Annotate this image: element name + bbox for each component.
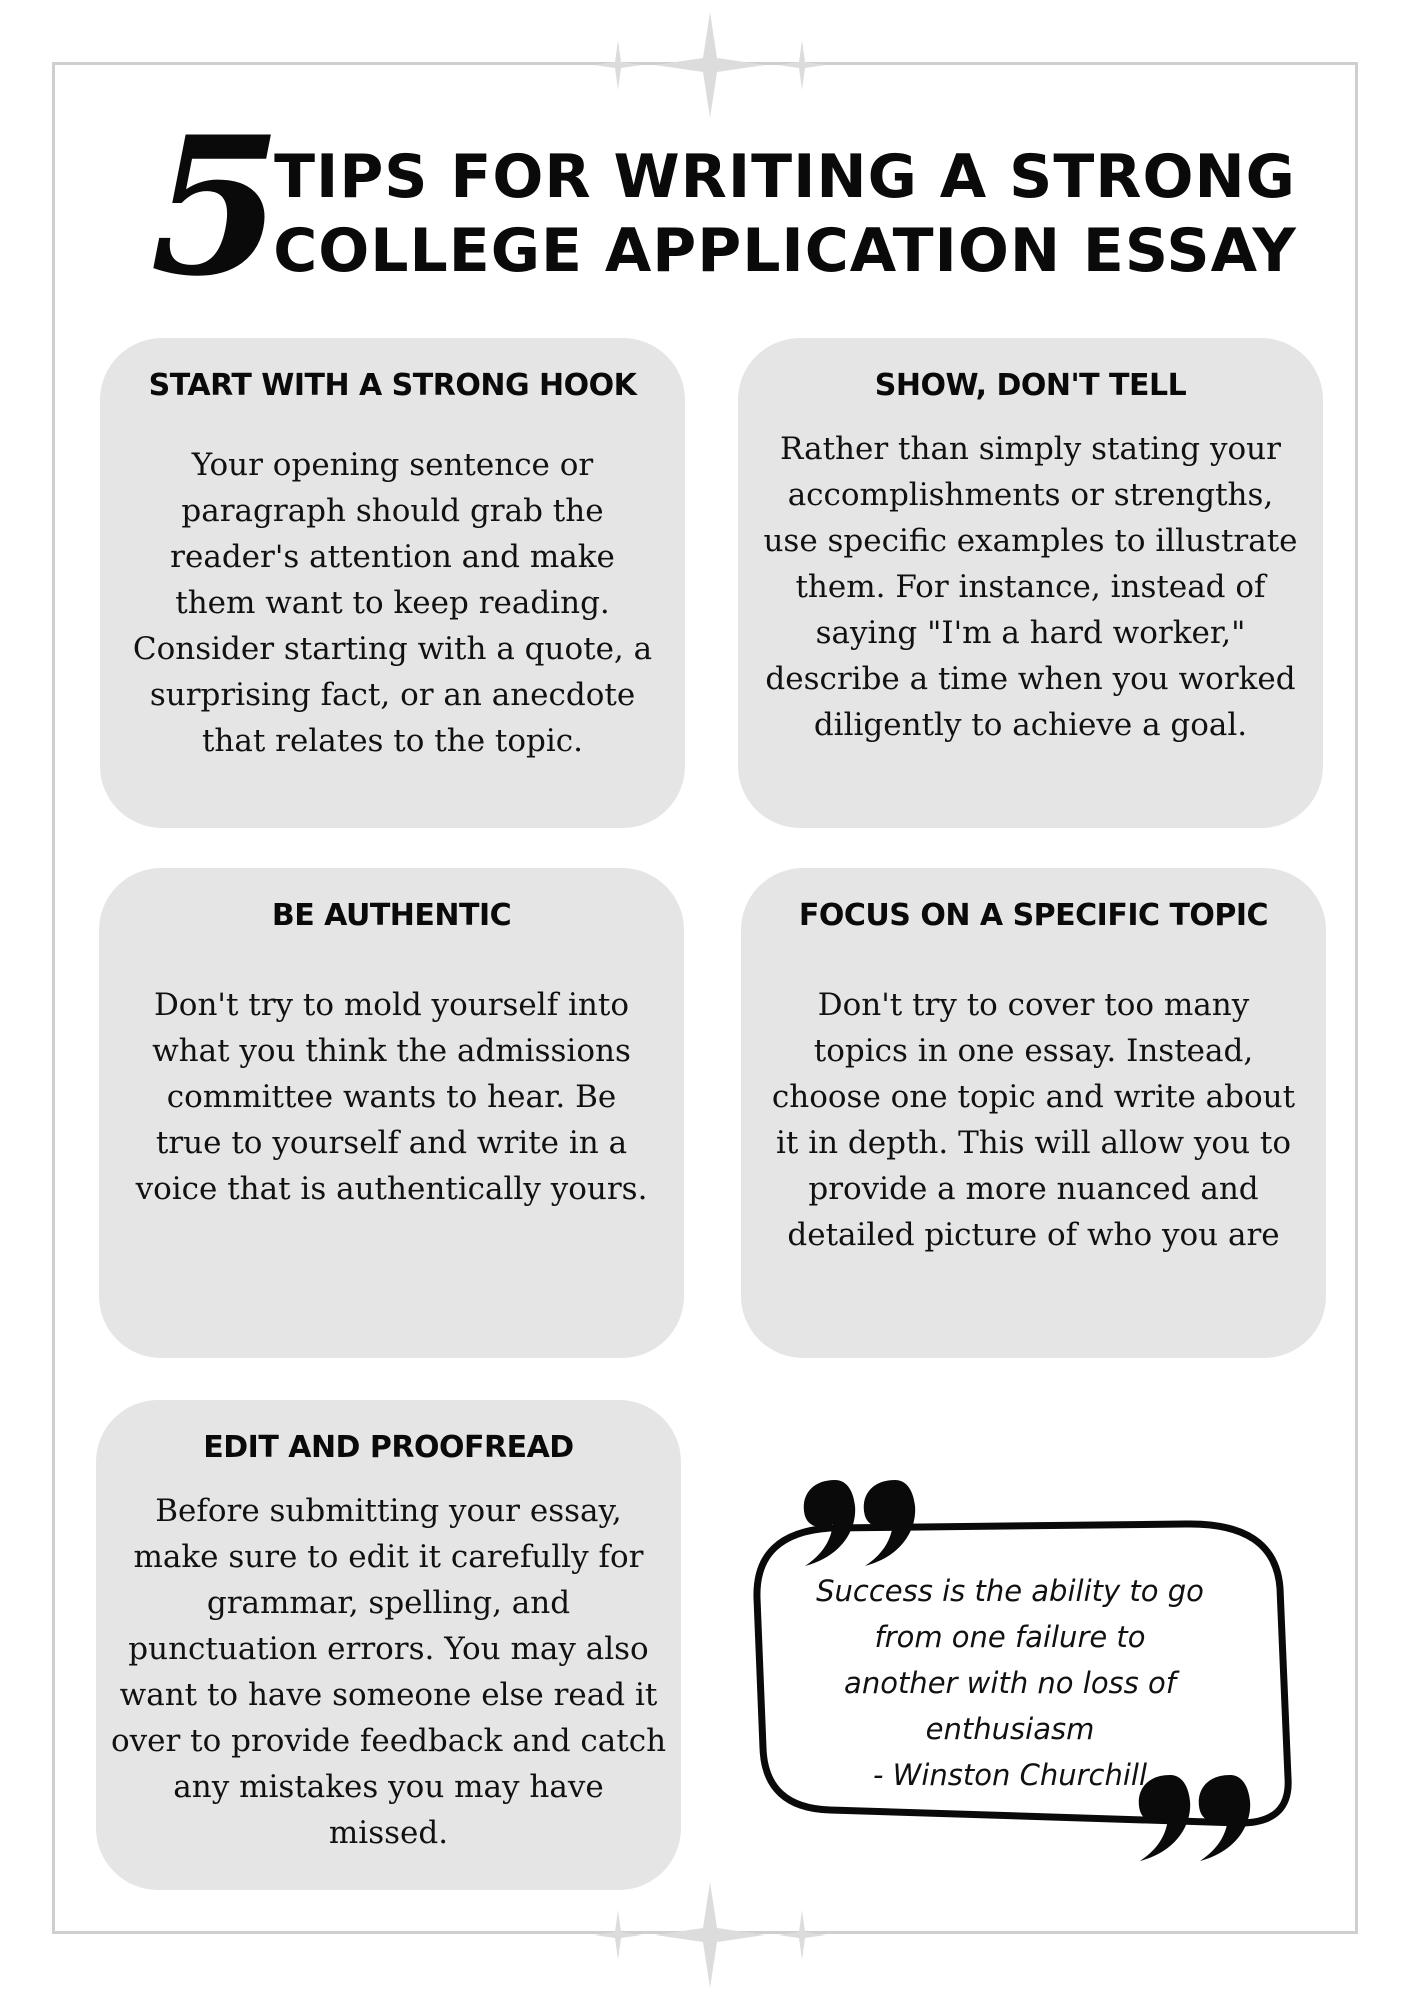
tip-body: Rather than simply stating your accomplishments or strengths, use specific examples to illustrate them. For instance, instead of saying "I'm a hard worker," describe a time when you worked diligently to achieve a goal. (763, 431, 1298, 743)
tip-body: Don't try to mold yourself into what you think the admissions committee wants to hear. Be true to yourself and write in a voice that is authentically yours. (135, 987, 648, 1207)
tip-card-show-dont-tell (738, 338, 1323, 828)
tip-heading: FOCUS ON A SPECIFIC TOPIC (798, 898, 1269, 933)
title-line-2: COLLEGE APPLICATION ESSAY (273, 216, 1297, 286)
tip-body: Your opening sentence or paragraph should grab the reader's attention and make them want to keep reading. Consider starting with a quote, a surprising fact, or an anecdote that relates to the topic. (132, 447, 653, 759)
page-title (270, 140, 1300, 288)
tip-card-specific-topic (741, 868, 1326, 1358)
title-line-1: TIPS FOR WRITING A STRONG (274, 142, 1296, 212)
quote-text-block (815, 1568, 1205, 1798)
top-sparkle-decoration (590, 10, 830, 120)
quote-text: Success is the ability to go from one failure to another with no loss of enthusiasm (816, 1574, 1204, 1746)
tip-card-strong-hook (100, 338, 685, 828)
tip-heading: SHOW, DON'T TELL (874, 368, 1187, 403)
quote-attribution: - Winston Churchill (872, 1758, 1148, 1792)
tip-heading: START WITH A STRONG HOOK (148, 368, 637, 403)
quote-box (735, 1478, 1295, 1878)
open-quote-icon (795, 1478, 925, 1578)
title-number: 5 (150, 95, 283, 318)
tip-card-edit-proofread (96, 1400, 681, 1890)
tip-body: Before submitting your essay, make sure to edit it carefully for grammar, spelling, and punctuation errors. You may also want to have someone else read it over to provide feedback and catch any mistakes you may have missed. (110, 1493, 667, 1851)
bottom-sparkle-decoration (590, 1880, 830, 1990)
tip-card-be-authentic (99, 868, 684, 1358)
tip-body: Don't try to cover too many topics in one essay. Instead, choose one topic and write about it in depth. This will allow you to provide a more nuanced and detailed picture of who you are (771, 987, 1296, 1253)
tip-heading: EDIT AND PROOFREAD (203, 1430, 574, 1465)
tip-heading: BE AUTHENTIC (271, 898, 512, 933)
